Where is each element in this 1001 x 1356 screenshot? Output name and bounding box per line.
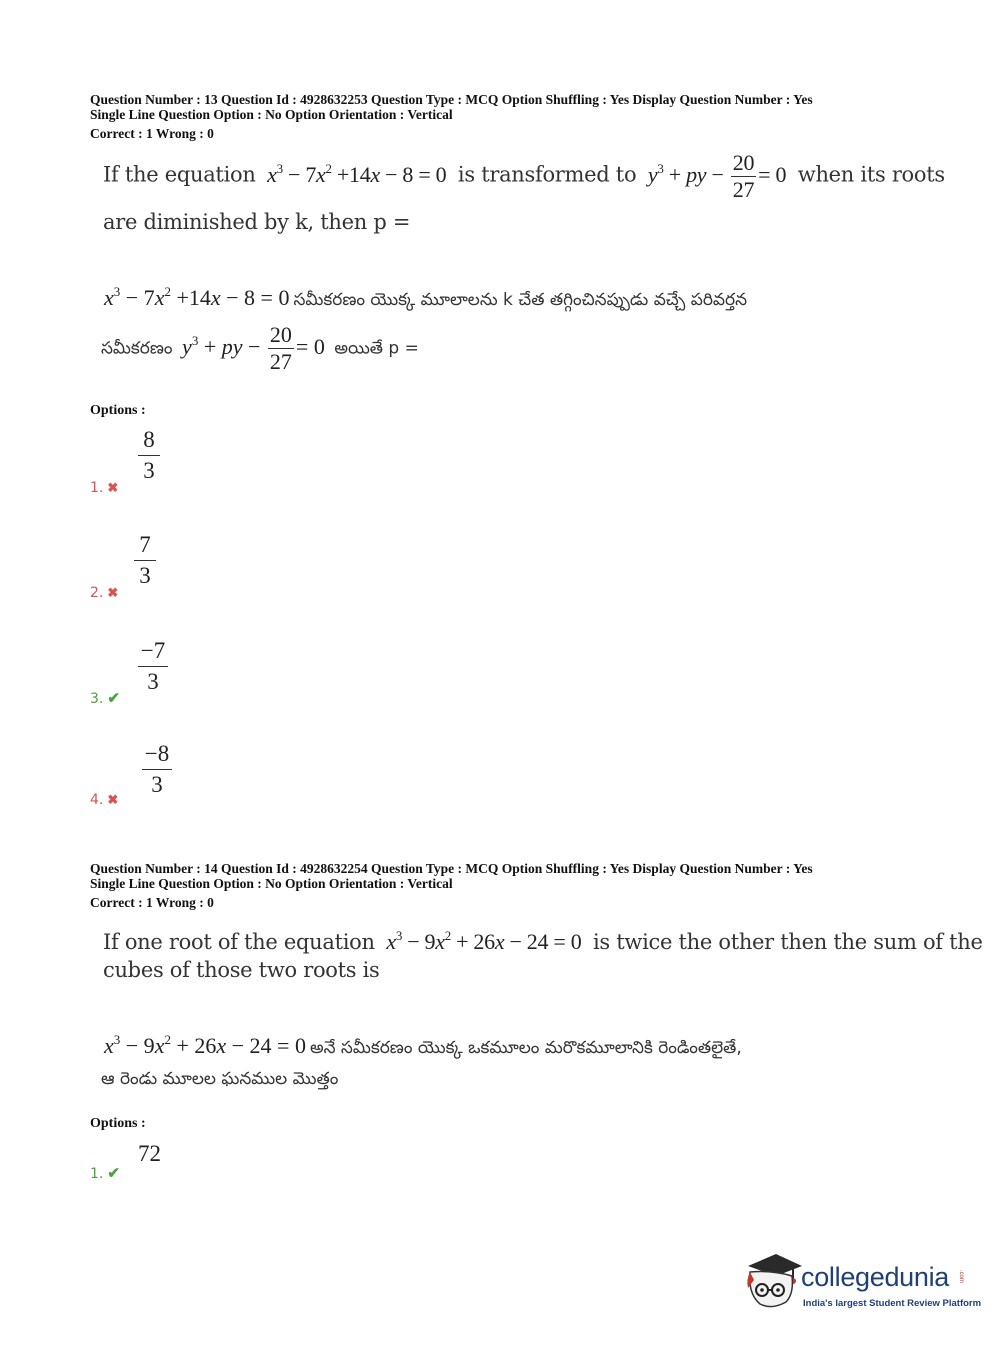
q14-option-1-label: 1. ✔ xyxy=(90,1166,120,1182)
q13-option-4-value[interactable]: −8 3 xyxy=(142,739,172,800)
q13-option-3-label: 3. ✔ xyxy=(90,691,120,707)
logo-suffix: .com xyxy=(958,1270,964,1284)
q13-telugu-line1: $x^3 - 7x^2 +14x - 8 = 0$ సమీకరణం యొక్క మూలాలను k చేత తగ్గించినప్పుడు వచ్చే పరివర్తన xyxy=(104,284,747,310)
q14-telugu-line1: $x^3 - 9x^2 + 26x - 24 = 0$ అనే సమీకరణం యొక్క ఒకమూలం మరొకమూలానికి రెండింతలైతే, xyxy=(104,1032,742,1058)
collegedunia-mascot-logo xyxy=(742,1250,804,1312)
q13-option-3-value[interactable]: −7 3 xyxy=(138,636,168,697)
q14-options-label: Options : xyxy=(90,1116,146,1131)
logo-wordmark: collegedunia xyxy=(801,1262,950,1292)
q13-options-label: Options : xyxy=(90,403,146,418)
q13-meta-line1: Question Number : 13 Question Id : 4928632253 Question Type : MCQ Option Shuffling : Yes Display Question Number : Yes xyxy=(90,92,813,107)
q13-question-line1: If the equation $x^3 - 7x^2 +14x - 8 = 0$ is transformed to $y^3$ + py − $\frac{20}{27}$ = 0 when its roots xyxy=(103,150,945,202)
q13-meta-line3: Correct : 1 Wrong : 0 xyxy=(90,126,214,141)
cross-icon: ✖ xyxy=(107,480,119,495)
q14-telugu-line2: ఆ రెండు మూలల ఘనముల మొత్తం xyxy=(101,1069,339,1089)
q14-meta-line3: Correct : 1 Wrong : 0 xyxy=(90,895,214,910)
cross-icon: ✖ xyxy=(107,792,119,807)
q13-equation: $x^3 - 7x^2 +14x - 8 = 0$ xyxy=(267,160,452,187)
check-icon: ✔ xyxy=(107,1166,120,1182)
q14-question-line1: If one root of the equation $x^3 - 9x^2 + 26x - 24 = 0$ is twice the other then the sum of the xyxy=(103,928,983,954)
q14-option-1-value[interactable]: 72 xyxy=(138,1141,161,1166)
q13-option-4-label: 4. ✖ xyxy=(90,792,119,808)
q14-meta-line1: Question Number : 14 Question Id : 4928632254 Question Type : MCQ Option Shuffling : Yes Display Question Number : Yes xyxy=(90,861,813,876)
q14-question-line2: cubes of those two roots is xyxy=(103,958,380,982)
q13-option-1-label: 1. ✖ xyxy=(90,480,119,496)
q13-option-2-label: 2. ✖ xyxy=(90,585,119,601)
q14-equation: $x^3 - 9x^2 + 26x - 24 = 0$ xyxy=(386,928,587,954)
logo-tagline: India's largest Student Review Platform xyxy=(803,1298,982,1309)
check-icon: ✔ xyxy=(107,691,120,707)
q13-transformed-equation: $y^3$ + py − $\frac{20}{27}$ = 0 xyxy=(647,150,792,202)
q13-telugu-line2: సమీకరణం $y^3$ + py − $\frac{20}{27}$ = 0 అయితే p = xyxy=(101,322,419,374)
q13-meta-line2: Single Line Question Option : No Option Orientation : Vertical xyxy=(90,107,453,122)
q13-option-2-value[interactable]: 7 3 xyxy=(134,530,156,591)
q13-question-line2: are diminished by k, then p = xyxy=(103,210,411,234)
q14-meta-line2: Single Line Question Option : No Option Orientation : Vertical xyxy=(90,876,453,891)
q13-option-1-value[interactable]: 8 3 xyxy=(138,425,160,486)
cross-icon: ✖ xyxy=(107,585,119,600)
